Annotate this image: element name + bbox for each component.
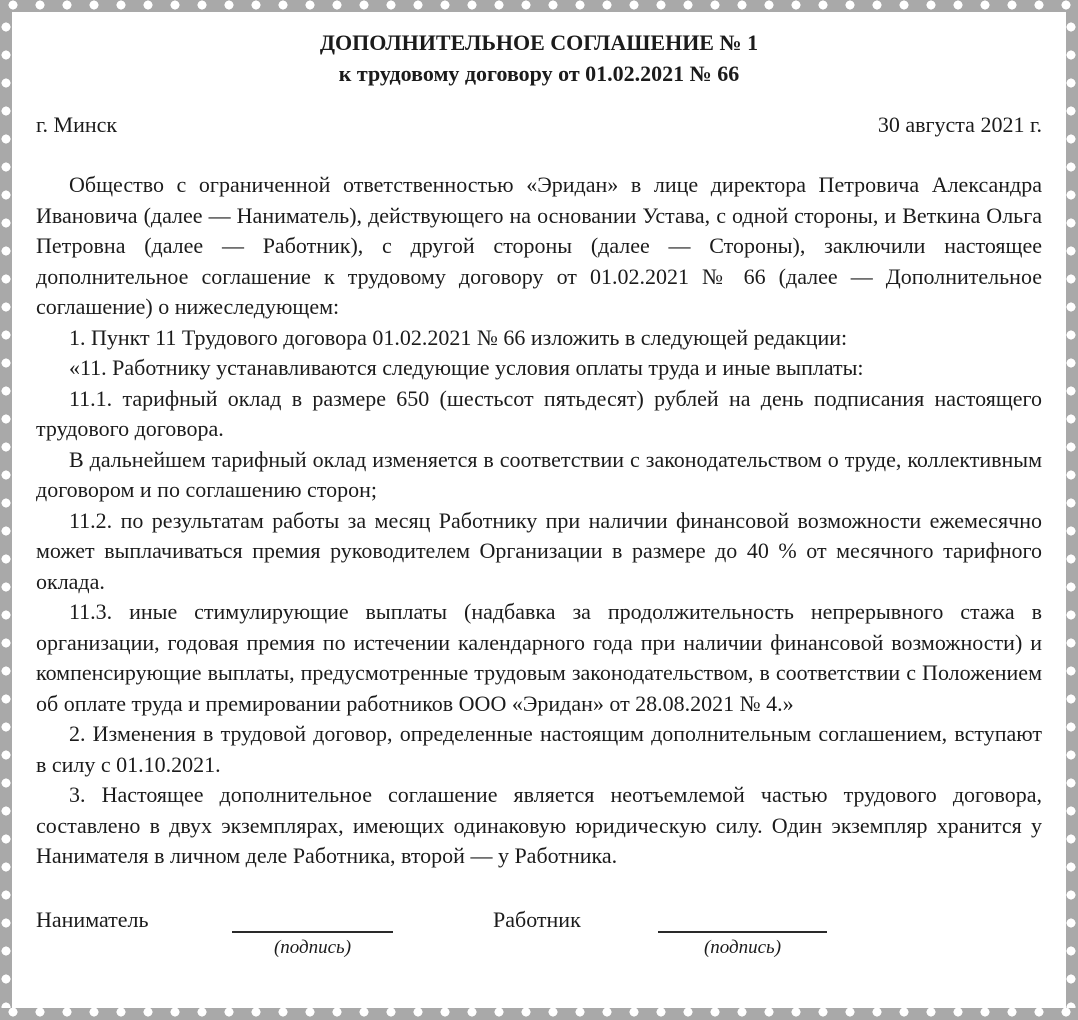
city-date-row — [36, 109, 1042, 140]
document-body — [36, 170, 1042, 872]
employer-signature-area — [232, 905, 393, 960]
document-title-line1: ДОПОЛНИТЕЛЬНОЕ СОГЛАШЕНИЕ № 1 — [319, 30, 759, 55]
paragraph-clause-1: 1. Пункт 11 Трудового договора 01.02.2021 № 66 изложить в следующей редакции: — [69, 324, 848, 350]
paragraph-preamble: Общество с ограниченной ответственностью «Эридан» в лице директора Петровича Александра Ивановича (далее — Наниматель), действующего на основании Устава, с одной стороны, и Веткина Ольга Петровна (далее — Работник), с другой стороны (далее — Стороны), заключили настоящее дополнительное соглашение к трудовому договору от 01.02.2021 № 66 (далее — Дополнительное соглашение) о нижеследующем: — [36, 172, 1042, 319]
employee-signature-caption: (подпись) — [703, 936, 782, 958]
document-title — [36, 27, 1042, 89]
employer-label: Наниматель — [36, 906, 149, 932]
decorative-border-top — [0, 0, 1078, 12]
paragraph-clause-11-1: 11.1. тарифный оклад в размере 650 (шестьсот пятьдесят) рублей на день подписания настоящего трудового договора. — [36, 385, 1042, 441]
employer-signature-line — [232, 905, 393, 933]
employee-signature-area — [658, 905, 827, 960]
decorative-border-left — [0, 12, 12, 1008]
employee-signature-line — [658, 905, 827, 933]
paragraph-clause-11-3: 11.3. иные стимулирующие выплаты (надбавка за продолжительность непрерывного стажа в организации, годовая премия по истечении календарного года при наличии финансовой возможности) и компенсирующие выплаты, предусмотренные трудовым законодательством, в соответствии с Положением об оплате труда и премировании работников ООО «Эридан» от 28.08.2021 № 4.» — [36, 599, 1042, 716]
signature-block — [36, 905, 1042, 960]
paragraph-clause-11: «11. Работнику устанавливаются следующие условия оплаты труда и иные выплаты: — [69, 355, 864, 380]
decorative-border-bottom — [0, 1008, 1078, 1020]
document-title-line2: к трудовому договору от 01.02.2021 № 66 — [338, 61, 740, 86]
decorative-border-right — [1066, 12, 1078, 1008]
document-date: 30 августа 2021 г. — [877, 112, 1042, 137]
paragraph-clause-3: 3. Настоящее дополнительное соглашение является неотъемлемой частью трудового договора, составлено в двух экземплярах, имеющих одинаковую юридическую силу. Один экземпляр хранится у Нанимателя в личном деле Работника, второй — у Работника. — [36, 782, 1042, 868]
employee-label: Работник — [493, 906, 581, 932]
paragraph-clause-11-1-continued: В дальнейшем тарифный оклад изменяется в соответствии с законодательством о труде, коллективным договором и по соглашению сторон; — [36, 446, 1042, 502]
document-city: г. Минск — [36, 112, 118, 137]
paragraph-clause-11-2: 11.2. по результатам работы за месяц Работнику при наличии финансовой возможности ежемесячно может выплачиваться премия руководителем Организации в размере до 40 % от месячного тарифного оклада. — [36, 507, 1042, 594]
paragraph-clause-2: 2. Изменения в трудовой договор, определенные настоящим дополнительным соглашением, вступают в силу с 01.10.2021. — [36, 721, 1042, 777]
employer-signature-caption: (подпись) — [273, 936, 352, 958]
